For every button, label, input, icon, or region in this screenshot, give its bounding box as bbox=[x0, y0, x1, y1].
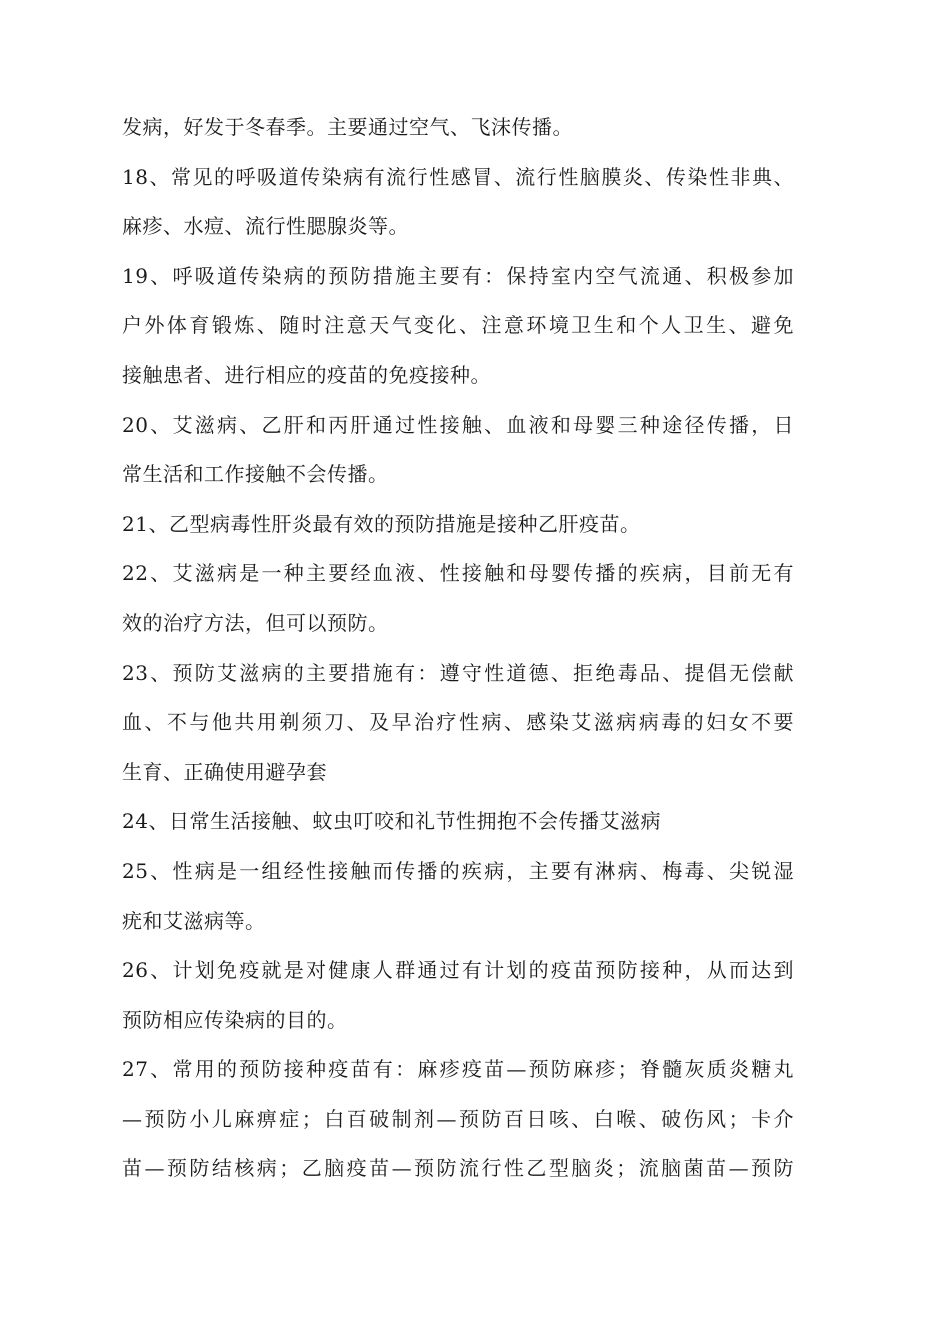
text-line: 23、预防艾滋病的主要措施有：遵守性道德、拒绝毒品、提倡无偿献 bbox=[122, 660, 794, 685]
text-line: 发病，好发于冬春季。主要通过空气、飞沫传播。 bbox=[122, 115, 573, 139]
text-line: 麻疹、水痘、流行性腮腺炎等。 bbox=[122, 214, 409, 239]
text-line: 苗—预防结核病；乙脑疫苗—预防流行性乙型脑炎；流脑菌苗—预防 bbox=[122, 1156, 794, 1181]
text-line: 27、常用的预防接种疫苗有：麻疹疫苗—预防麻疹；脊髓灰质炎糖丸 bbox=[122, 1057, 794, 1082]
text-line: —预防小儿麻痹症；白百破制剂—预防百日咳、白喉、破伤风；卡介 bbox=[122, 1106, 794, 1131]
text-line: 19、呼吸道传染病的预防措施主要有：保持室内空气流通、积极参加 bbox=[122, 263, 794, 288]
text-line: 20、艾滋病、乙肝和丙肝通过性接触、血液和母婴三种途径传播，日 bbox=[122, 412, 794, 437]
text-line: 血、不与他共用剃须刀、及早治疗性病、感染艾滋病病毒的妇女不要 bbox=[122, 710, 794, 735]
text-line: 18、常见的呼吸道传染病有流行性感冒、流行性脑膜炎、传染性非典、 bbox=[122, 164, 794, 189]
text-line: 户外体育锻炼、随时注意天气变化、注意环境卫生和个人卫生、避免 bbox=[122, 313, 794, 338]
text-line: 25、性病是一组经性接触而传播的疾病，主要有淋病、梅毒、尖锐湿 bbox=[122, 858, 794, 883]
text-line: 26、计划免疫就是对健康人群通过有计划的疫苗预防接种，从而达到 bbox=[122, 958, 794, 983]
text-line: 疣和艾滋病等。 bbox=[122, 908, 266, 933]
text-line: 预防相应传染病的目的。 bbox=[122, 1007, 348, 1032]
text-line: 常生活和工作接触不会传播。 bbox=[122, 462, 389, 487]
text-line: 24、日常生活接触、蚊虫叮咬和礼节性拥抱不会传播艾滋病 bbox=[122, 809, 661, 834]
text-line: 生育、正确使用避孕套 bbox=[122, 759, 327, 784]
text-line: 效的治疗方法，但可以预防。 bbox=[122, 610, 389, 635]
text-line: 21、乙型病毒性肝炎最有效的预防措施是接种乙肝疫苗。 bbox=[122, 511, 641, 536]
text-line: 22、艾滋病是一种主要经血液、性接触和母婴传播的疾病，目前无有 bbox=[122, 561, 794, 586]
document-page bbox=[122, 110, 794, 1201]
text-line: 接触患者、进行相应的疫苗的免疫接种。 bbox=[122, 362, 491, 387]
